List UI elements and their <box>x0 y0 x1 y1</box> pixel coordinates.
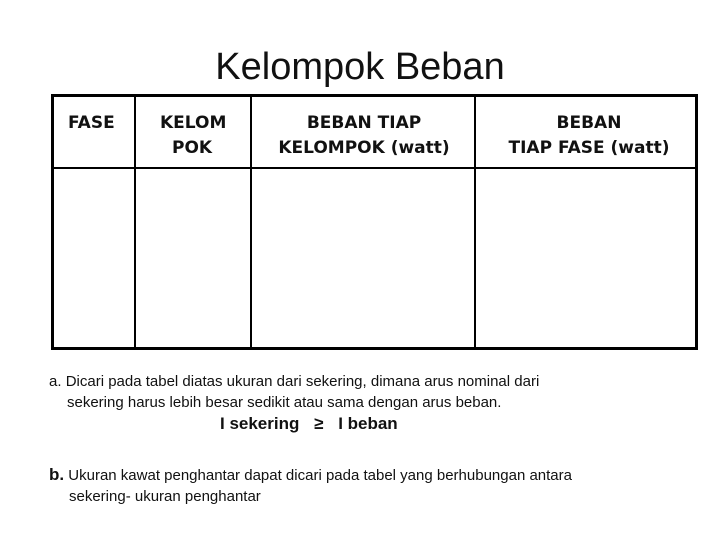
note-b <box>49 464 572 507</box>
header-beban-tiap-fase-line-1: BEBAN <box>556 113 622 133</box>
header-beban-tiap-fase <box>494 111 684 161</box>
header-fase-line-1: FASE <box>68 113 115 133</box>
column-divider <box>134 97 136 347</box>
header-fase <box>68 111 115 136</box>
greater-equal-symbol: ≥ <box>314 414 324 433</box>
header-beban-tiap-fase-line-2: TIAP FASE (watt) <box>508 138 670 158</box>
column-divider <box>474 97 476 347</box>
note-b-marker: b. <box>49 465 65 484</box>
note-a-marker: a. <box>49 373 62 390</box>
note-a <box>49 371 539 413</box>
fuse-formula <box>220 414 398 434</box>
formula-left: I sekering <box>220 414 300 433</box>
column-divider <box>250 97 252 347</box>
header-beban-tiap-kelompok-line-1: BEBAN TIAP <box>306 113 422 133</box>
note-a-line-1: Dicari pada tabel diatas ukuran dari sekering, dimana arus nominal dari <box>65 373 540 390</box>
note-a-line-2: sekering harus lebih besar sedikit atau sama dengan arus beban. <box>67 394 502 411</box>
header-divider <box>54 167 695 169</box>
note-b-line-2: sekering- ukuran penghantar <box>69 488 261 505</box>
note-b-line-1: Ukuran kawat penghantar dapat dicari pada tabel yang berhubungan antara <box>68 467 572 484</box>
formula-right: I beban <box>338 414 398 433</box>
slide-title: Kelompok Beban <box>215 46 505 88</box>
header-kelompok-line-2: POK <box>172 138 213 158</box>
load-group-table <box>51 94 698 350</box>
header-beban-tiap-kelompok-line-2: KELOMPOK (watt) <box>278 138 450 158</box>
header-beban-tiap-kelompok <box>276 111 452 161</box>
header-kelompok-line-1: KELOM <box>160 113 227 133</box>
header-kelompok <box>160 111 226 161</box>
